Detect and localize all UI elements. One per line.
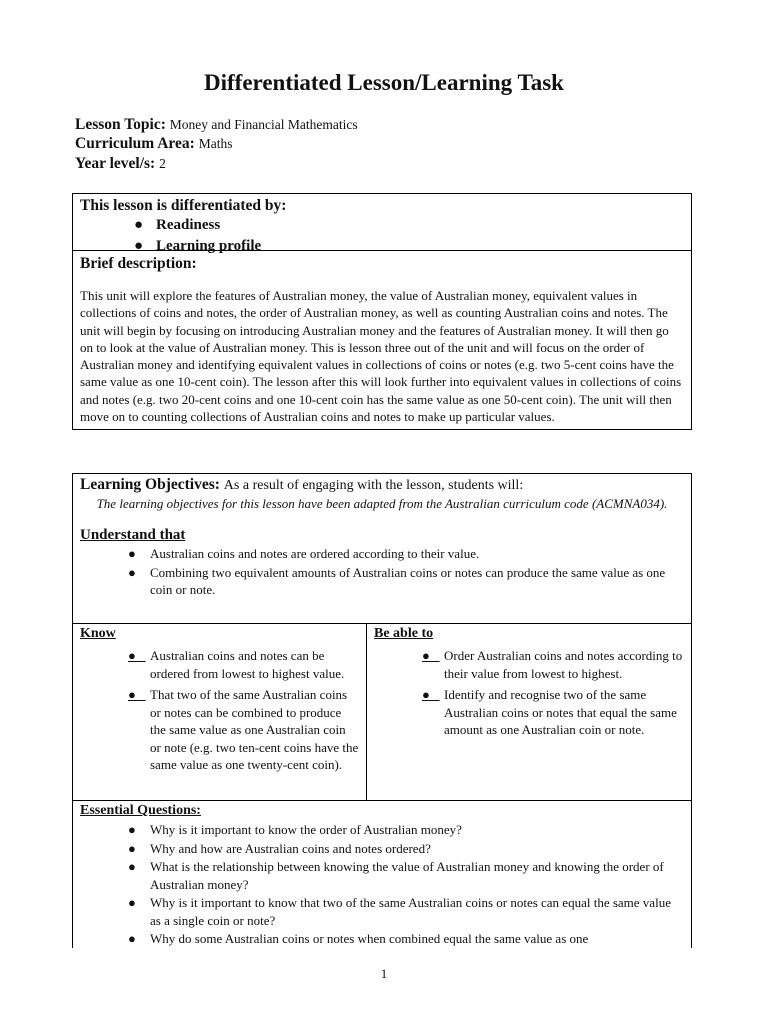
lesson-topic-value: Money and Financial Mathematics <box>169 117 358 132</box>
differentiation-heading: This lesson is differentiated by: <box>80 197 287 214</box>
objectives-table <box>72 473 692 948</box>
be-able-to-heading: Be able to <box>374 626 434 641</box>
bullet-icon: ● <box>128 931 136 946</box>
list-item <box>374 686 684 739</box>
list-item <box>80 647 359 682</box>
differentiation-row <box>73 194 691 254</box>
essential-questions-cell <box>73 801 691 948</box>
bullet-icon: ● <box>134 238 144 254</box>
year-level-line <box>75 155 166 173</box>
list-item-text: Australian coins and notes are ordered according to their value. <box>150 546 480 561</box>
bullet-icon: ● <box>128 564 136 580</box>
list-item-text: Why is it important to know that two of the same Australian coins or notes can equal the same value as a single coin or note? <box>150 895 671 928</box>
bullet-icon: ● <box>134 217 144 233</box>
learning-objectives-note: The learning objectives for this lesson have been adapted from the Australian curriculum code (ACMNA034). <box>96 496 668 511</box>
differentiation-item <box>80 236 684 257</box>
bullet-icon: ● <box>422 687 440 702</box>
lesson-topic-line <box>75 116 358 134</box>
know-heading: Know <box>80 626 116 641</box>
page-number: 1 <box>380 966 388 981</box>
learning-objectives-cell <box>73 474 691 624</box>
bullet-icon: ● <box>128 895 136 910</box>
learning-objectives-header <box>80 475 684 495</box>
list-item <box>80 545 684 563</box>
year-level-label: Year level/s: <box>75 155 156 172</box>
list-item <box>80 894 684 929</box>
list-item-text: Why do some Australian coins or notes when combined equal the same value as one <box>150 931 589 946</box>
differentiation-item-label: Readiness <box>156 217 221 233</box>
list-item <box>80 858 684 893</box>
list-item-text: Identify and recognise two of the same Australian coins or notes that equal the same amount as one Australian coin or note. <box>444 687 677 737</box>
curriculum-area-line <box>75 135 232 153</box>
list-item <box>80 821 684 839</box>
know-able-row <box>73 624 691 801</box>
brief-description-row <box>73 251 691 429</box>
year-level-value: 2 <box>159 156 166 171</box>
list-item-text: Combining two equivalent amounts of Australian coins or notes can produce the same value as one coin or note. <box>150 564 666 597</box>
bullet-icon: ● <box>128 687 146 702</box>
list-item <box>80 930 684 948</box>
lesson-topic-label: Lesson Topic: <box>75 116 166 133</box>
know-column <box>73 624 367 800</box>
understand-heading: Understand that <box>80 527 186 543</box>
differentiation-table <box>72 193 692 430</box>
essential-questions-heading: Essential Questions: <box>80 803 201 818</box>
learning-objectives-heading: Learning Objectives: <box>80 476 220 493</box>
bullet-icon: ● <box>128 859 136 874</box>
list-item-text: Why and how are Australian coins and notes ordered? <box>150 840 431 856</box>
list-item-text: Australian coins and notes can be ordered from lowest to highest value. <box>150 648 345 681</box>
list-item-text: What is the relationship between knowing the value of Australian money and knowing the order of Australian money? <box>150 859 664 892</box>
list-item-text: That two of the same Australian coins or notes can be combined to produce the same value as one Australian coin or note (e.g. two ten-cent coins have the same value as one twenty-cent coin). <box>150 687 359 772</box>
learning-objectives-lead: As a result of engaging with the lesson, students will: <box>223 478 524 493</box>
differentiation-item <box>80 215 684 236</box>
list-item <box>80 840 684 858</box>
bullet-icon: ● <box>128 648 146 663</box>
list-item <box>80 564 684 599</box>
brief-description-text: This unit will explore the features of Australian money, the value of Australian money, equivalent values in collections of coins and notes, the order of Australian money, as well as counting Australian coins and notes. The unit will begin by focusing on introducing Australian money and the features of Australian money. It will then go on to look at the value of Australian money. This is lesson three out of the unit and will focus on the order of Australian money and identifying equivalent values in collections of coins or notes (e.g. two 5-cent coins have the same value as one 10-cent coin). The lesson after this will look further into equivalent values in collections of coins and notes (e.g. two 20-cent coins and one 10-cent coin has the same value as one 50-cent coin). The unit will then move on to counting collections of Australian coins and notes to make up particular values. <box>80 288 682 425</box>
curriculum-area-label: Curriculum Area: <box>75 135 195 152</box>
curriculum-area-value: Maths <box>198 136 233 151</box>
differentiation-item-label: Learning profile <box>156 238 262 254</box>
list-item-text: Order Australian coins and notes according to their value from lowest to highest. <box>444 648 683 681</box>
bullet-icon: ● <box>422 648 440 663</box>
be-able-to-column <box>367 624 691 800</box>
list-item <box>80 686 359 774</box>
page-title: Differentiated Lesson/Learning Task <box>204 70 564 95</box>
brief-description-heading: Brief description: <box>80 255 197 272</box>
bullet-icon: ● <box>128 840 136 856</box>
list-item <box>374 647 684 682</box>
bullet-icon: ● <box>128 822 136 837</box>
bullet-icon: ● <box>128 546 136 561</box>
list-item-text: Why is it important to know the order of Australian money? <box>150 822 462 837</box>
